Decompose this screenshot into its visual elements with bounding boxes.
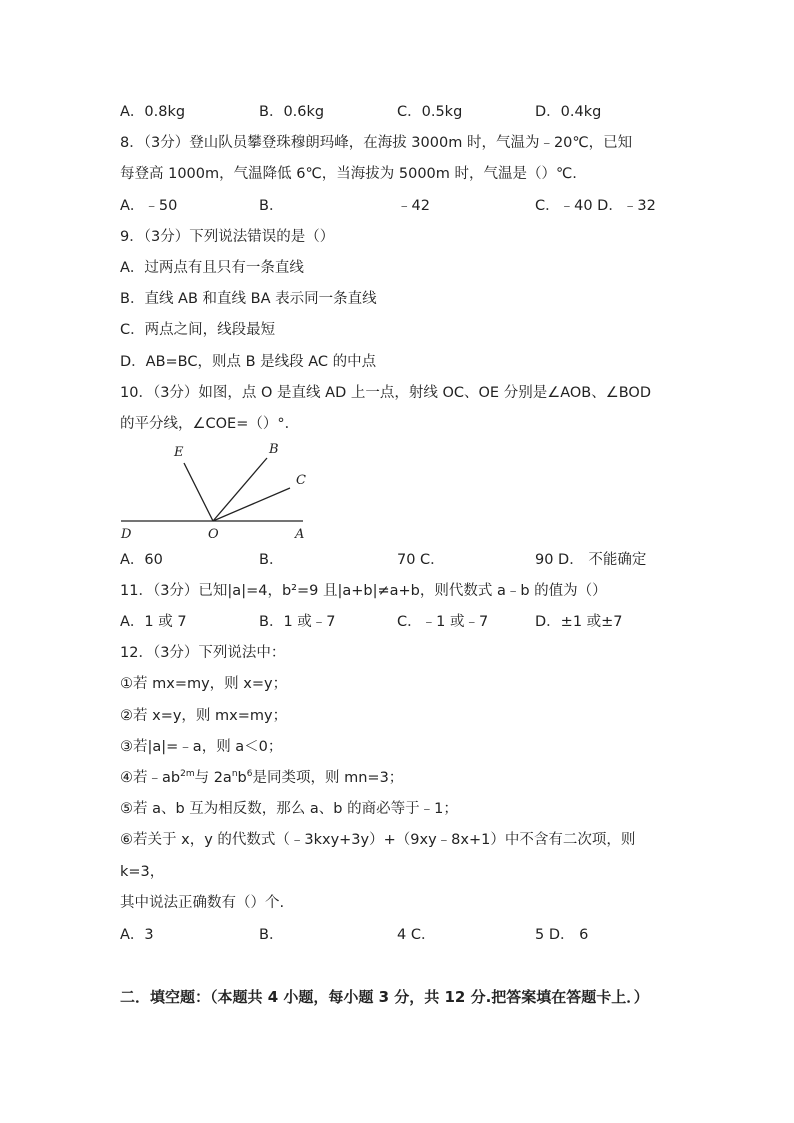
q10-option-b-label: B． bbox=[259, 552, 284, 568]
q12-item-3: ③若|a|=﹣a，则 a＜0； bbox=[120, 739, 283, 755]
label-d: D bbox=[121, 527, 132, 542]
q12-item-4 bbox=[120, 768, 403, 788]
q12-option-b-label: B． bbox=[259, 927, 284, 943]
q12-option-b-value: 4 C． bbox=[397, 927, 436, 943]
q9-stem: 9．（3分）下列说法错误的是（） bbox=[120, 229, 335, 245]
q12-item-6-line1: ⑥若关于 x，y 的代数式（﹣3kxy+3y）+（9xy﹣8x+1）中不含有二次项，则 bbox=[120, 832, 636, 848]
q12-item-1: ①若 mx=my，则 x=y； bbox=[120, 676, 288, 692]
q7-option-c: C．0.5kg bbox=[397, 104, 463, 120]
ray-ob bbox=[213, 458, 267, 521]
q11-stem: 11．（3分）已知|a|=4，b²=9 且|a+b|≠a+b，则代数式 a﹣b 的值为（） bbox=[120, 583, 607, 599]
ray-oc bbox=[213, 488, 290, 521]
q12-item-4-text-a: ④若﹣ab bbox=[120, 770, 181, 786]
label-a: A bbox=[295, 527, 305, 542]
q12-item-4-text-d: 是同类项，则 mn=3； bbox=[252, 770, 404, 786]
q7-option-d: D．0.4kg bbox=[535, 104, 602, 120]
q8-option-a: A．﹣50 bbox=[120, 198, 178, 214]
label-b: B bbox=[269, 442, 279, 457]
q12-item-5: ⑤若 a、b 互为相反数，那么 a、b 的商必等于﹣1； bbox=[120, 801, 458, 817]
q8-stem-line1: 8．（3分）登山队员攀登珠穆朗玛峰，在海拔 3000m 时，气温为﹣20℃，已知 bbox=[120, 135, 633, 151]
q10-option-a: A．60 bbox=[120, 552, 163, 568]
q9-option-b: B．直线 AB 和直线 BA 表示同一条直线 bbox=[120, 291, 377, 307]
q10-stem-line1: 10．（3分）如图，点 O 是直线 AD 上一点，射线 OC、OE 分别是∠AOB、∠BOD bbox=[120, 385, 651, 401]
q12-item-4-text-c: b bbox=[237, 770, 247, 786]
q12-item-2: ②若 x=y，则 mx=my； bbox=[120, 708, 288, 724]
angle-figure bbox=[115, 436, 315, 548]
q12-item-6-line2: k=3， bbox=[120, 864, 165, 880]
q12-option-a: A．3 bbox=[120, 927, 154, 943]
label-c: C bbox=[296, 473, 306, 488]
q11-option-a: A．1 或 7 bbox=[120, 614, 187, 630]
ray-oe bbox=[184, 463, 213, 521]
q7-option-b: B．0.6kg bbox=[259, 104, 325, 120]
label-o: O bbox=[208, 527, 219, 542]
q7-option-a: A．0.8kg bbox=[120, 104, 186, 120]
q11-option-d: D．±1 或±7 bbox=[535, 614, 623, 630]
q12-item-4-text-b: 与 2a bbox=[194, 770, 232, 786]
q8-option-cd: C．﹣40 D．﹣32 bbox=[535, 198, 656, 214]
q11-option-c: C．﹣1 或﹣7 bbox=[397, 614, 489, 630]
q11-option-b: B．1 或﹣7 bbox=[259, 614, 336, 630]
q12-stem: 12．（3分）下列说法中： bbox=[120, 645, 286, 661]
q9-option-d: D．AB=BC，则点 B 是线段 AC 的中点 bbox=[120, 354, 377, 370]
q10-option-cd: 90 D． 不能确定 bbox=[535, 552, 647, 568]
q12-conclusion: 其中说法正确数有（）个. bbox=[120, 895, 285, 911]
q10-option-b-value: 70 C． bbox=[397, 552, 445, 568]
q8-option-b-label: B． bbox=[259, 198, 284, 214]
q10-stem-line2: 的平分线，∠COE=（）°． bbox=[120, 416, 300, 432]
label-e: E bbox=[174, 445, 184, 460]
q12-item-4-exp-2m: 2m bbox=[180, 769, 195, 780]
q8-option-b-value: ﹣42 bbox=[397, 198, 430, 214]
q9-option-a: A．过两点有且只有一条直线 bbox=[120, 260, 304, 276]
section-2-heading: 二．填空题：（本题共 4 小题，每小题 3 分，共 12 分.把答案填在答题卡上．） bbox=[120, 988, 649, 1006]
q8-stem-line2: 每登高 1000m，气温降低 6℃，当海拔为 5000m 时，气温是（）℃. bbox=[120, 166, 577, 182]
q9-option-c: C．两点之间，线段最短 bbox=[120, 322, 276, 338]
q12-item-4-exp-n: n bbox=[231, 769, 238, 780]
q12-item-4-exp-6: 6 bbox=[246, 769, 253, 780]
q12-option-cd: 5 D． 6 bbox=[535, 927, 589, 943]
